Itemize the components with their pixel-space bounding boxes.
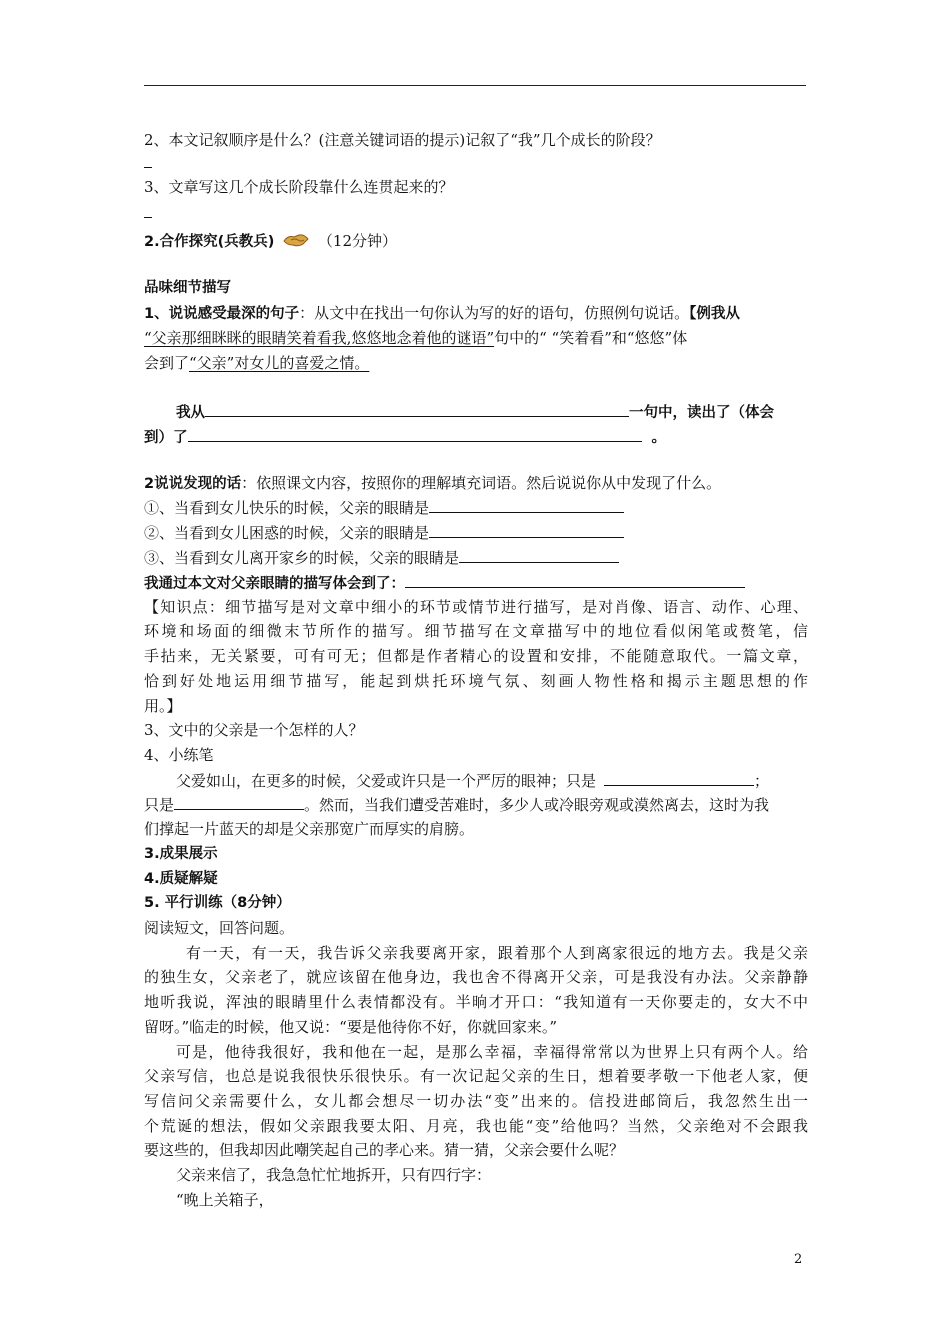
fill-1-a: 我从 xyxy=(176,405,205,421)
knowledge-line-1: 【知识点：细节描写是对文章中细小的环节或情节进行描写，是对肖像、语言、动作、心理、 xyxy=(144,598,808,616)
item-1-example-mark: 【例我从 xyxy=(689,306,740,322)
passage-p2-line-5: 要这些的，但我却因此嘲笑起自己的孝心来。猜一猜，父亲会要什么呢？ xyxy=(144,1141,625,1159)
item-2-a-blank[interactable] xyxy=(429,497,624,513)
practice-blank-1[interactable] xyxy=(604,770,754,786)
item-2-b-blank[interactable] xyxy=(429,522,624,538)
knowledge-line-4: 恰到好处地运用细节描写，能起到烘托环境气氛、刻画人物性格和揭示主题思想的作 xyxy=(144,672,808,690)
item-2-c xyxy=(144,547,808,568)
item-2-b-text: ②、当看到女儿困惑的时候，父亲的眼睛是 xyxy=(144,524,430,542)
item-2-a-text: ①、当看到女儿快乐的时候，父亲的眼睛是 xyxy=(144,499,430,517)
passage-p2-line-1: 可是，他待我很好，我和他在一起，是那么幸福，幸福得常常以为世界上只有两个人。给 xyxy=(176,1043,808,1061)
section-2-title: 2.合作探究(兵教兵) xyxy=(144,234,275,250)
passage-p2-line-4: 个荒诞的想法，假如父亲跟我要太阳、月亮，我也能“变”给他吗？当然，父亲绝对不会跟我 xyxy=(144,1117,808,1135)
item-2-line xyxy=(144,473,808,494)
passage-p1-line-4: 留呀。”临走的时候，他又说：“要是他待你不好，你就回家来。” xyxy=(144,1018,558,1036)
header-rule xyxy=(144,85,806,86)
passage-p1-line-2: 的独生女，父亲老了，就应该留在他身边，我也舍不得离开父亲，可是我没有办法。父亲静静 xyxy=(144,968,808,986)
item-1-text-2: 句中的“ “笑着看”和“悠悠”体 xyxy=(494,329,688,347)
item-1-line-2 xyxy=(144,328,808,348)
fill-1-c: 到）了 xyxy=(144,430,188,446)
practice-blank-2[interactable] xyxy=(174,794,304,810)
knowledge-line-2: 环境和场面的细微末节所作的描写。细节描写在文章描写中的地位看似闲笔或赘笔，信 xyxy=(144,622,808,640)
passage-p2-line-2: 父亲写信，也总是说我很快乐很快乐。有一次记起父亲的生日，想着要孝敬一下他老人家，便 xyxy=(144,1067,808,1085)
fill-line-2 xyxy=(144,426,808,448)
question-2: 2、本文记叙顺序是什么？(注意关键词语的提示)记叙了“我”几个成长的阶段？ xyxy=(144,131,661,149)
fill-1-b: 一句中，读出了（体会 xyxy=(629,405,774,421)
item-2-c-text: ③、当看到女儿离开家乡的时候，父亲的眼睛是 xyxy=(144,549,460,567)
item-1-quote: “父亲那细眯眯的眼睛笑着看我,悠悠地念着他的谜语” xyxy=(144,329,495,347)
knowledge-line-3: 手拈来，无关紧要，可有可无；但都是作者精心的设置和安排，不能随意取代。一篇文章， xyxy=(144,647,808,665)
item-2-summary xyxy=(144,572,808,594)
item-2-summary-blank[interactable] xyxy=(405,572,745,588)
knowledge-line-5: 用。】 xyxy=(144,697,182,715)
item-2-a xyxy=(144,497,808,518)
fill-1-d: 。 xyxy=(651,430,666,446)
practice-line-2-start: 只是 xyxy=(144,796,175,814)
fill-blank-2[interactable] xyxy=(188,426,642,442)
practice-line-1 xyxy=(176,770,808,791)
item-2-text: ：依照课文内容，按照你的理解填充词语。然后说说你从中发现了什么。 xyxy=(241,474,722,492)
question-father: 3、文中的父亲是一个怎样的人？ xyxy=(144,721,364,739)
answer-dash-2 xyxy=(144,217,152,218)
practice-line-3: 们撑起一片蓝天的却是父亲那宽广而厚实的肩膀。 xyxy=(144,820,475,838)
page-number: 2 xyxy=(794,1252,803,1267)
item-2-c-blank[interactable] xyxy=(459,547,619,563)
passage-p1-line-1: 有一天，有一天，我告诉父亲我要离开家，跟着那个人到离家很远的地方去。我是父亲 xyxy=(186,944,808,962)
item-1-line-3 xyxy=(144,353,808,373)
item-1-text-3: 会到了 xyxy=(144,354,190,372)
section-5: 5. 平行训练（8分钟） xyxy=(144,895,291,911)
passage-p2-line-3: 写信问父亲需要什么，女儿都会想尽一切办法“变”出来的。信投进邮筒后，我忽然生出一 xyxy=(144,1092,808,1110)
passage-p3-line-2: “晚上关箱子， xyxy=(176,1191,274,1209)
item-2-label: 2说说发现的话 xyxy=(144,476,242,492)
practice-line-1-end: ； xyxy=(754,772,770,790)
fill-blank-1[interactable] xyxy=(205,401,629,417)
item-2-summary-text: 我通过本文对父亲眼睛的描写体会到了： xyxy=(144,576,405,592)
handshake-icon xyxy=(283,232,309,253)
fill-line-1 xyxy=(176,401,808,423)
passage-p3-line-1: 父亲来信了，我急急忙忙地拆开，只有四行字： xyxy=(176,1166,492,1184)
heading-detail: 品味细节描写 xyxy=(144,280,231,296)
question-practice: 4、小练笔 xyxy=(144,746,214,764)
reading-instruction: 阅读短文，回答问题。 xyxy=(144,919,295,937)
section-2-heading xyxy=(144,231,808,253)
item-2-b xyxy=(144,522,808,543)
answer-dash-1 xyxy=(144,167,152,168)
item-1-text: ：从文中在找出一句你认为写的好的语句，仿照例句说话。 xyxy=(299,304,690,322)
passage-p1-line-3: 地听我说，浑浊的眼睛里什么表情都没有。半晌才开口：“我知道有一天你要走的，女大不中 xyxy=(144,993,808,1011)
section-4: 4.质疑解疑 xyxy=(144,871,218,887)
section-3: 3.成果展示 xyxy=(144,846,218,862)
practice-line-1-text: 父爱如山，在更多的时候，父爱或许只是一个严厉的眼神；只是 xyxy=(176,772,597,790)
item-1-line-1 xyxy=(144,303,808,324)
practice-line-2-text: 。然而，当我们遭受苦难时，多少人或冷眼旁观或漠然离去，这时为我 xyxy=(304,796,770,814)
section-2-time: （12分钟） xyxy=(317,232,398,250)
item-1-label: 1、说说感受最深的句子 xyxy=(144,306,300,322)
item-1-quote-2: “父亲”对女儿的喜爱之情。 xyxy=(189,354,370,372)
practice-line-2 xyxy=(144,794,808,815)
question-3: 3、文章写这几个成长阶段靠什么连贯起来的？ xyxy=(144,178,454,196)
